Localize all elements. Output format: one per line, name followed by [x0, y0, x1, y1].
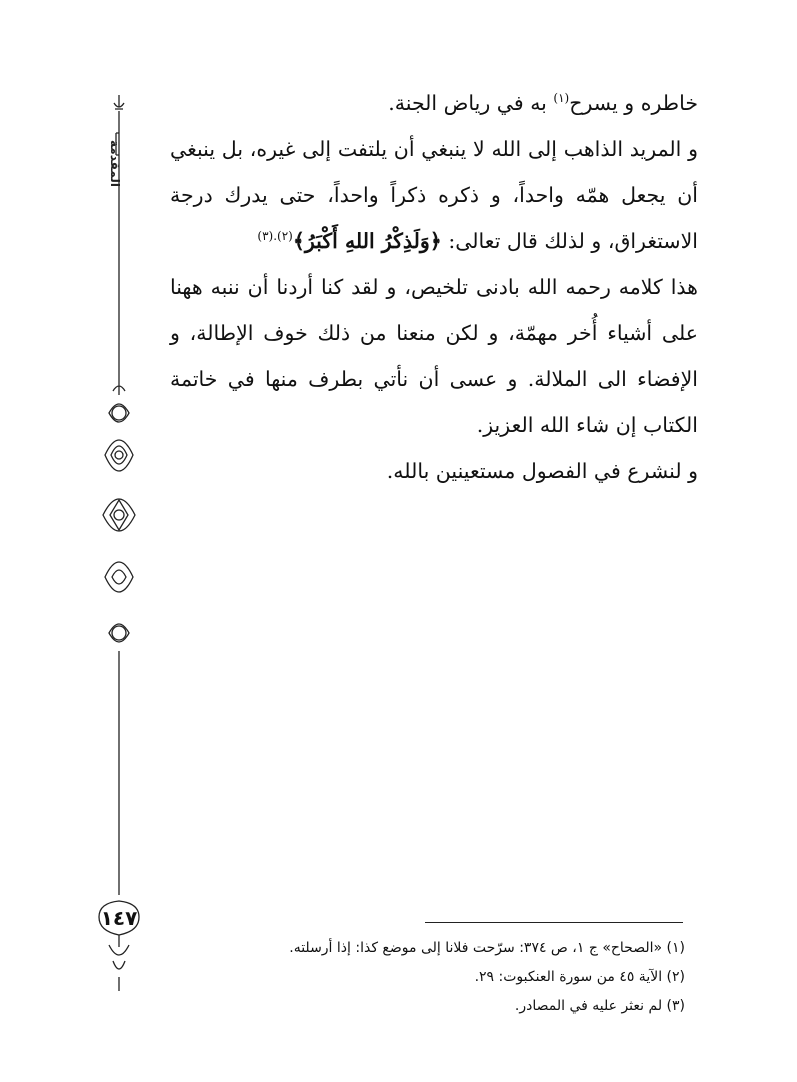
quran-verse: ﴿وَلَذِكْرُ اللهِ أَكْبَرُ﴾: [292, 229, 442, 253]
footnote-3: (٣) لم نعثر عليه في المصادر.: [514, 998, 685, 1014]
paragraph-4-text: و لنشرع في الفصول مستعينين بالله.: [386, 459, 698, 483]
main-text: [170, 80, 698, 494]
footnote-1: (١) «الصحاح» ج ١، ص ٣٧٤: سرّحت فلانا إلى موضع كذا: إذا أرسلته.: [289, 940, 685, 956]
section-label: المقدمة: [108, 140, 122, 187]
paragraph-2-text: و المريد الذاهب إلى الله لا ينبغي أن يلتفت إلى غيره، بل ينبغي أن يجعل همّه واحداً، و ذكره ذكراً واحداً، حتى يدرك درجة الاستغراق، و لذلك قال تعالى:: [170, 137, 698, 253]
paragraph-1-text-before: خاطره و يسرح: [569, 91, 698, 115]
footnote-refs-2-3: (٢).(٣): [257, 229, 293, 244]
footnotes: [240, 934, 685, 1021]
footnote-2: (٢) الآية ٤٥ من سورة العنكبوت: ٢٩.: [474, 969, 685, 985]
paragraph-3: [170, 264, 698, 448]
paragraph-3-text: هذا كلامه رحمه الله بادنى تلخيص، و لقد كنا أردنا أن ننبه ههنا على أشياء أُخر مهمّة، و لكن منعنا من ذلك خوف الإطالة، و الإفضاء الى الملالة. و عسى أن نأتي بطرف منها في خاتمة الكتاب إن شاء الله العزيز.: [170, 275, 698, 437]
paragraph-1-text-after: به في رياض الجنة.: [388, 91, 554, 115]
page-number: ١٤٧: [100, 906, 138, 930]
footnote-divider: [425, 922, 683, 923]
paragraph-4: [170, 448, 698, 494]
decorative-margin: [95, 95, 145, 995]
footnote-ref-1: (١): [553, 91, 570, 106]
paragraph-1: [170, 80, 698, 126]
ornament-border-icon: [95, 95, 145, 995]
paragraph-2: [170, 126, 698, 264]
